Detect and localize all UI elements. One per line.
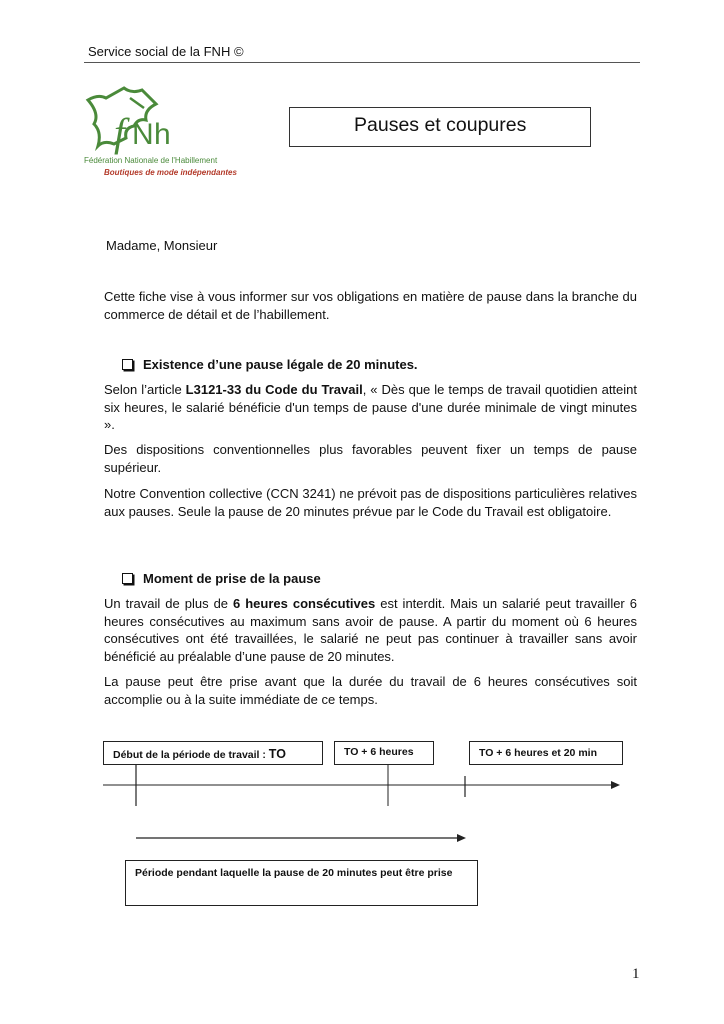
s2p1-pre: Un travail de plus de (104, 596, 234, 611)
box-start-label (113, 747, 286, 761)
logo-h: h (154, 118, 171, 151)
box-6h-label: TO + 6 heures (344, 746, 414, 758)
pause-period-arrowhead (457, 834, 466, 842)
page-title: Pauses et coupures (354, 114, 527, 136)
logo-tagline: Boutiques de mode indépendantes (104, 168, 237, 177)
fnh-logo (84, 84, 252, 182)
logo-n: N (132, 118, 154, 151)
s2p1-post: est interdit. Mais un salarié peut travailler 6 heures consécutives au maximum sans avoir de pause. A partir du moment où 6 heures consécutives ont été travaillées, le salarié ne peut pas continuer à travailler sans avoir bénéficié au préalable d’une pause de 20 minutes. (104, 596, 637, 664)
section1-paragraph-1 (104, 381, 637, 434)
s1p1-pre: Selon l’article (104, 382, 186, 397)
checkbox-bullet-icon (122, 573, 133, 584)
intro-paragraph: Cette fiche vise à vous informer sur vos obligations en matière de pause dans la branche du commerce de détail et de l’habillement. (104, 289, 637, 322)
section1-heading (122, 357, 418, 372)
box-pause-period (125, 860, 478, 906)
box-start-to: TO (268, 747, 286, 761)
section2-heading-text: Moment de prise de la pause (143, 571, 321, 586)
title-box (289, 107, 591, 147)
section2-paragraph-1 (104, 595, 637, 665)
checkbox-bullet-icon (122, 359, 133, 370)
article-reference: L3121-33 du Code du Travail (185, 382, 363, 397)
section2-paragraph-2: La pause peut être prise avant que la durée du travail de 6 heures consécutives soit accomplie ou à la suite immédiate de ce temps. (104, 674, 637, 707)
logo-f: f (114, 110, 126, 155)
s1p1-post: , « Dès que le temps de travail quotidien atteint six heures, le salarié bénéficie d'un temps de pause d'une durée minimale de vingt minutes ». (104, 382, 637, 433)
page-number: 1 (632, 966, 640, 982)
section1-heading-text: Existence d’une pause légale de 20 minutes. (143, 357, 418, 372)
main-timeline-arrowhead (611, 781, 620, 789)
six-hours-bold: 6 heures consécutives (233, 596, 376, 611)
section1-paragraph-3: Notre Convention collective (CCN 3241) ne prévoit pas de dispositions particulières relatives aux pauses. Seule la pause de 20 minutes prévue par le Code du Travail est obligatoire. (104, 486, 637, 519)
box-start-label-text: Début de la période de travail : (113, 749, 269, 761)
header-rule (84, 62, 640, 63)
section1-paragraph-2: Des dispositions conventionnelles plus favorables peuvent fixer un temps de pause supérieur. (104, 442, 637, 475)
page-header: Service social de la FNH © (88, 44, 244, 59)
box-period-label: Période pendant laquelle la pause de 20 minutes peut être prise (135, 867, 453, 879)
timeline-arrows (0, 760, 724, 850)
box-6h20-label: TO + 6 heures et 20 min (479, 747, 597, 759)
salutation: Madame, Monsieur (106, 238, 218, 253)
section2-heading (122, 571, 321, 586)
logo-federation-text: Fédération Nationale de l'Habillement (84, 156, 218, 165)
